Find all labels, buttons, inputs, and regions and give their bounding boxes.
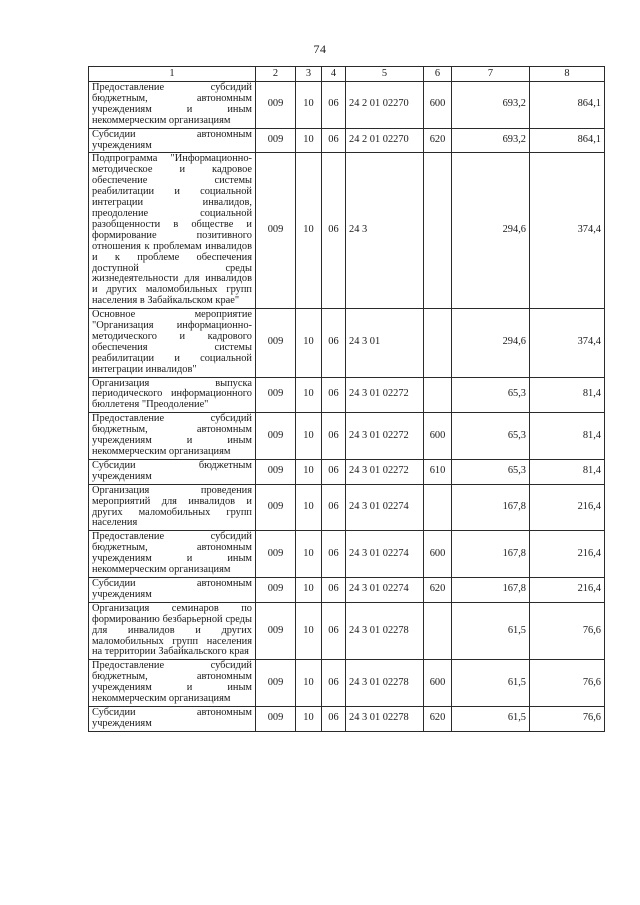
row-admin-code: 009 [256,577,296,602]
row-name-cell: Предоставление субсидий бюджетным, автономным учреждениям и иным некоммерческим организациям [89,531,256,578]
row-sum-col8: 76,6 [530,706,605,731]
row-name-cell: Организация выпуска периодического информационного бюллетеня "Преодоление" [89,377,256,413]
row-subsection-code: 06 [322,128,346,153]
table-row [89,128,605,153]
row-name-cell: Субсидии автономным учреждениям [89,706,256,731]
row-admin-code: 009 [256,459,296,484]
row-name-cell: Предоставление субсидий бюджетным, автономным учреждениям и иным некоммерческим организациям [89,660,256,707]
row-name-cell: Субсидии автономным учреждениям [89,577,256,602]
row-admin-code: 009 [256,82,296,129]
row-section-code: 10 [296,577,322,602]
row-sum-col7: 294,6 [452,309,530,377]
row-admin-code: 009 [256,128,296,153]
row-expense-type: 620 [424,128,452,153]
row-section-code: 10 [296,377,322,413]
row-section-code: 10 [296,153,322,309]
row-name-cell: Организация семинаров по формированию безбарьерной среды для инвалидов и других маломобильных групп населения на территории Забайкальского края [89,602,256,660]
row-sum-col7: 61,5 [452,602,530,660]
row-sum-col7: 65,3 [452,413,530,460]
row-sum-col7: 65,3 [452,377,530,413]
row-section-code: 10 [296,602,322,660]
table-row [89,531,605,578]
row-name-cell: Субсидии автономным учреждениям [89,128,256,153]
col-header-2: 2 [256,67,296,82]
row-sum-col8: 864,1 [530,128,605,153]
table-row [89,577,605,602]
table-row [89,602,605,660]
row-sum-col8: 81,4 [530,413,605,460]
row-expense-type [424,153,452,309]
row-section-code: 10 [296,660,322,707]
table-row [89,82,605,129]
row-admin-code: 009 [256,413,296,460]
row-expense-type: 620 [424,706,452,731]
row-sum-col7: 693,2 [452,82,530,129]
row-subsection-code: 06 [322,82,346,129]
row-name-cell: Предоставление субсидий бюджетным, автономным учреждениям и иным некоммерческим организациям [89,413,256,460]
row-target-code: 24 3 01 02278 [346,602,424,660]
row-section-code: 10 [296,484,322,531]
table-row [89,660,605,707]
table-row [89,309,605,377]
row-target-code: 24 3 01 02278 [346,706,424,731]
row-admin-code: 009 [256,602,296,660]
row-name-cell: Подпрограмма "Информационно-методическое и кадровое обеспечение системы реабилитации и социальной интеграции инвалидов, преодоление социальной разобщенности в обществе и формирование позитивного отношения к проблемам инвалидов и к проблеме обеспечения доступной среды жизнедеятельности для инвалидов и других маломобильных групп населения в Забайкальском крае" [89,153,256,309]
row-sum-col8: 76,6 [530,660,605,707]
col-header-5: 5 [346,67,424,82]
row-section-code: 10 [296,706,322,731]
row-section-code: 10 [296,413,322,460]
row-sum-col8: 81,4 [530,377,605,413]
row-subsection-code: 06 [322,602,346,660]
row-admin-code: 009 [256,309,296,377]
row-subsection-code: 06 [322,459,346,484]
table-row [89,377,605,413]
row-admin-code: 009 [256,660,296,707]
row-section-code: 10 [296,459,322,484]
budget-table [88,66,605,732]
row-sum-col8: 374,4 [530,309,605,377]
col-header-7: 7 [452,67,530,82]
row-subsection-code: 06 [322,660,346,707]
row-sum-col8: 864,1 [530,82,605,129]
row-target-code: 24 2 01 02270 [346,128,424,153]
col-header-6: 6 [424,67,452,82]
row-subsection-code: 06 [322,484,346,531]
row-sum-col7: 65,3 [452,459,530,484]
row-sum-col7: 61,5 [452,706,530,731]
row-admin-code: 009 [256,153,296,309]
row-admin-code: 009 [256,706,296,731]
table-row [89,706,605,731]
row-target-code: 24 3 01 02274 [346,484,424,531]
row-subsection-code: 06 [322,309,346,377]
table-row [89,459,605,484]
row-name-cell: Организация проведения мероприятий для инвалидов и других маломобильных групп населения [89,484,256,531]
row-name-cell: Предоставление субсидий бюджетным, автономным учреждениям и иным некоммерческим организациям [89,82,256,129]
row-admin-code: 009 [256,484,296,531]
col-header-3: 3 [296,67,322,82]
row-expense-type [424,309,452,377]
row-subsection-code: 06 [322,377,346,413]
row-expense-type: 600 [424,82,452,129]
table-row [89,413,605,460]
row-sum-col7: 167,8 [452,531,530,578]
row-sum-col8: 374,4 [530,153,605,309]
row-target-code: 24 3 01 02274 [346,577,424,602]
row-admin-code: 009 [256,377,296,413]
row-target-code: 24 3 01 [346,309,424,377]
row-sum-col8: 216,4 [530,484,605,531]
row-target-code: 24 3 01 02272 [346,459,424,484]
row-sum-col8: 81,4 [530,459,605,484]
row-sum-col7: 693,2 [452,128,530,153]
table-row [89,484,605,531]
row-sum-col7: 61,5 [452,660,530,707]
row-target-code: 24 3 01 02272 [346,377,424,413]
row-admin-code: 009 [256,531,296,578]
row-sum-col8: 216,4 [530,577,605,602]
row-expense-type [424,602,452,660]
row-sum-col7: 167,8 [452,577,530,602]
row-subsection-code: 06 [322,577,346,602]
col-header-4: 4 [322,67,346,82]
row-target-code: 24 3 01 02272 [346,413,424,460]
row-section-code: 10 [296,128,322,153]
row-section-code: 10 [296,309,322,377]
row-expense-type [424,377,452,413]
row-expense-type [424,484,452,531]
row-target-code: 24 2 01 02270 [346,82,424,129]
row-sum-col8: 76,6 [530,602,605,660]
row-subsection-code: 06 [322,531,346,578]
row-subsection-code: 06 [322,153,346,309]
row-expense-type: 600 [424,413,452,460]
row-expense-type: 600 [424,531,452,578]
col-header-1: 1 [89,67,256,82]
row-name-cell: Субсидии бюджетным учреждениям [89,459,256,484]
row-subsection-code: 06 [322,706,346,731]
col-header-8: 8 [530,67,605,82]
row-target-code: 24 3 01 02278 [346,660,424,707]
row-section-code: 10 [296,531,322,578]
page-number: 74 [313,42,327,56]
row-target-code: 24 3 [346,153,424,309]
row-subsection-code: 06 [322,413,346,460]
row-sum-col8: 216,4 [530,531,605,578]
row-sum-col7: 294,6 [452,153,530,309]
table-header-row [89,67,605,82]
row-expense-type: 620 [424,577,452,602]
row-name-cell: Основное мероприятие "Организация информационно-методического и кадрового обеспечения системы реабилитации и социальной интеграции инвалидов" [89,309,256,377]
row-target-code: 24 3 01 02274 [346,531,424,578]
row-section-code: 10 [296,82,322,129]
row-sum-col7: 167,8 [452,484,530,531]
table-row [89,153,605,309]
row-expense-type: 600 [424,660,452,707]
row-expense-type: 610 [424,459,452,484]
